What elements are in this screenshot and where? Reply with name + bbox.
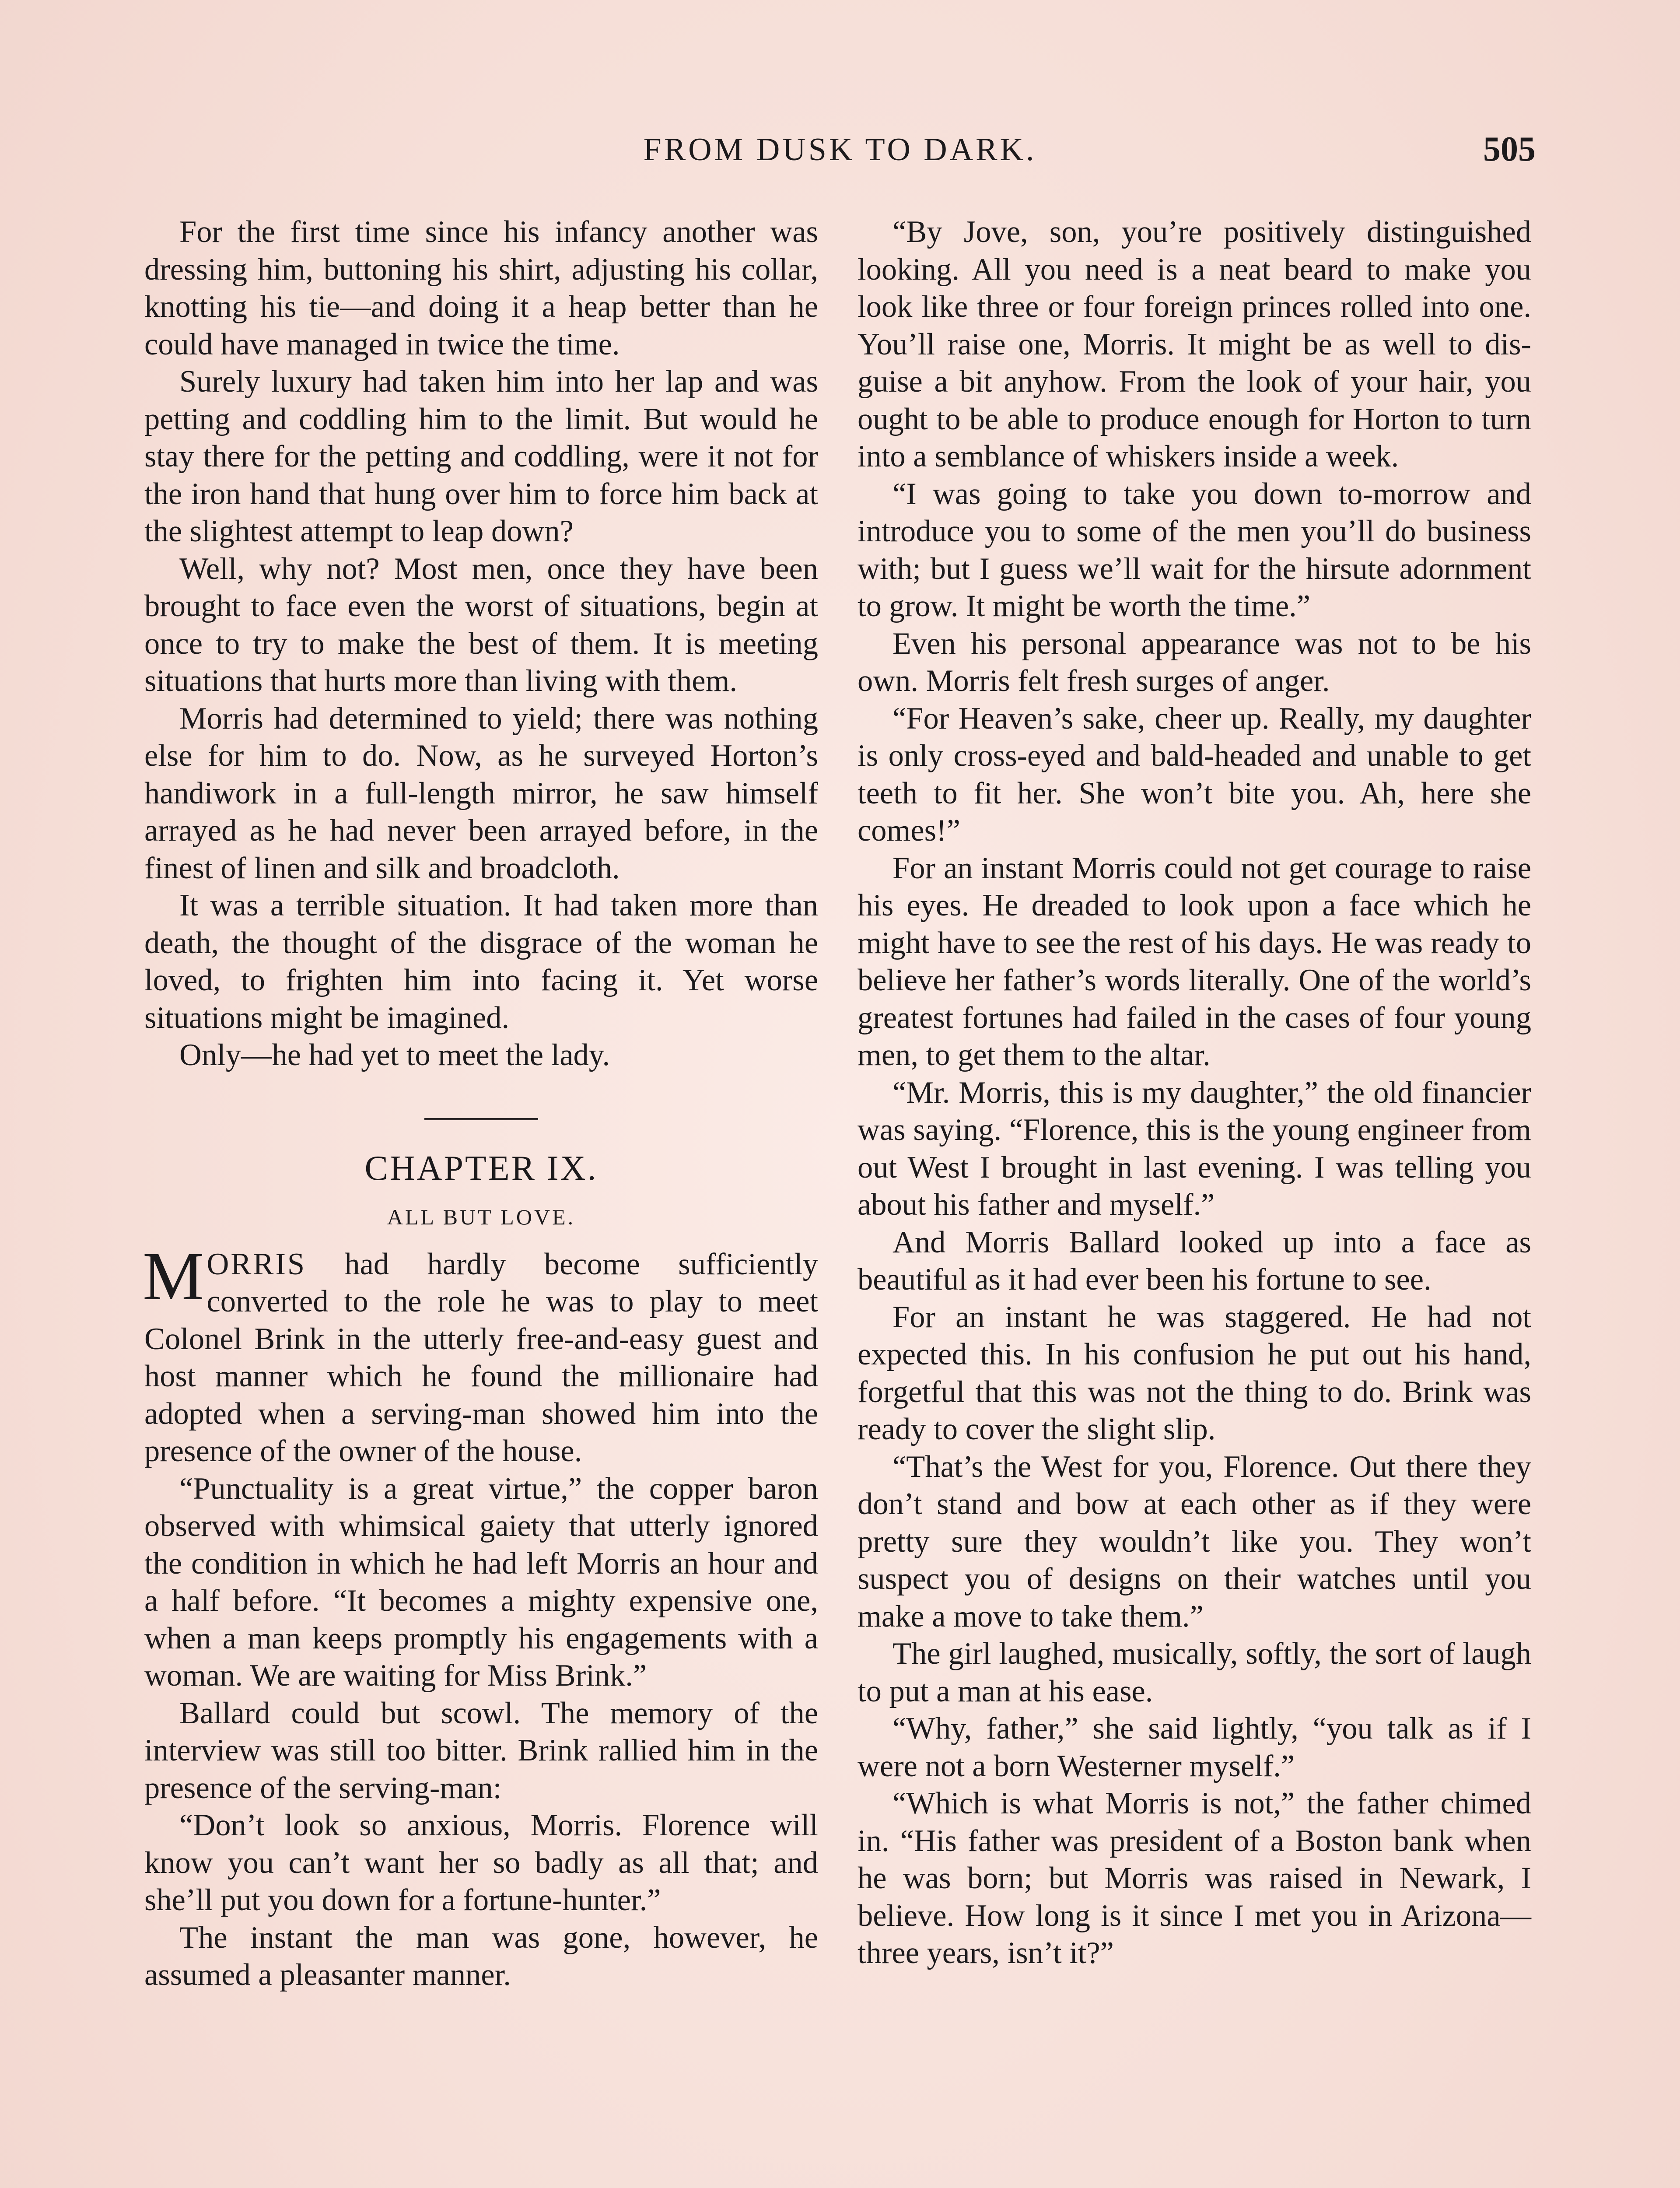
paragraph: And Morris Ballard looked up into a face as beautiful as it had ever been his fortune to see.: [858, 1225, 1531, 1297]
left-column: [144, 214, 818, 1994]
right-column: [858, 214, 1531, 1972]
paragraph: For an instant he was staggered. He had not expected this. In his confusion he put out his hand, forgetful that this was not the thing to do. Brink was ready to cover the slight slip.: [858, 1300, 1531, 1446]
paragraph: “By Jove, son, you’re positively distinguished looking. All you need is a neat beard to make you look like three or four foreign princes rolled into one. You’ll raise one, Morris. It might be as well to disguise a bit anyhow. From the look of your hair, you ought to be able to produce enough for Horton to turn into a semblance of whiskers inside a week.: [858, 215, 1531, 473]
section-divider: [424, 1118, 538, 1120]
opening-word-rest: ORRIS: [206, 1247, 307, 1281]
paragraph: Ballard could but scowl. The memory of the interview was still too bitter. Brink rallied him in the presence of the serving-man:: [144, 1696, 818, 1805]
paragraph: Well, why not? Most men, once they have been brought to face even the worst of situations, begin at once to try to make the best of them. It is meeting situations that hurts more than living with them.: [144, 551, 818, 698]
paragraph: “I was going to take you down to-morrow and introduce you to some of the men you’ll do business with; but I guess we’ll wait for the hirsute adornment to grow. It might be worth the time.”: [858, 477, 1531, 623]
page-number: 505: [1483, 130, 1536, 168]
opening-paragraph-text: had hardly become sufficiently converted to the role he was to play to meet Colonel Brink in the utterly free-and-easy guest and host manner which he found the millionaire had adopted when a serving-man showed him into the presence of the owner of the house.: [144, 1247, 818, 1468]
paragraph: Even his personal appearance was not to be his own. Morris felt fresh surges of anger.: [858, 626, 1531, 698]
paragraph: “Why, father,” she said lightly, “you talk as if I were not a born Westerner myself.”: [858, 1711, 1531, 1783]
paragraph: “Punctuality is a great virtue,” the copper baron observed with whimsical gaiety that utterly ignored the condition in which he had left Morris an hour and a half before. “It becomes a mighty expensive one, when a man keeps promptly his engagements with a woman. We are waiting for Miss Brink.”: [144, 1471, 818, 1693]
running-title: FROM DUSK TO DARK.: [643, 132, 1037, 168]
chapter-opening-paragraph: [143, 1238, 818, 1470]
chapter-title: CHAPTER IX.: [364, 1149, 598, 1188]
paragraph: “Don’t look so anxious, Morris. Florence will know you can’t want her so badly as all that; and she’ll put you down for a fortune-hunter.”: [144, 1808, 818, 1917]
chapter-subtitle: [144, 1199, 818, 1236]
paragraph: The girl laughed, musically, softly, the sort of laugh to put a man at his ease.: [858, 1637, 1531, 1708]
paragraph: Surely luxury had taken him into her lap and was petting and coddling him to the limit. But would he stay there for the petting and coddling, were it not for the iron hand that hung over him to force him back at the slightest attempt to leap down?: [144, 365, 818, 548]
paragraph: For the first time since his infancy another was dressing him, buttoning his shirt, adjusting his collar, knotting his tie—and doing it a heap better than he could have managed in twice the time.: [144, 215, 818, 361]
running-head: [144, 131, 1536, 184]
drop-cap: M: [143, 1238, 204, 1315]
paragraph: The instant the man was gone, however, he assumed a pleasanter manner.: [144, 1920, 818, 1992]
paragraph: It was a terrible situation. It had taken more than death, the thought of the disgrace of the woman he loved, to frighten him into facing it. Yet worse situations might be imagined.: [144, 888, 818, 1035]
paragraph: “Mr. Morris, this is my daughter,” the old financier was saying. “Florence, this is the young engineer from out West I brought in last evening. I was telling you about his father and myself.”: [858, 1075, 1531, 1222]
paragraph: “Which is what Morris is not,” the father chimed in. “His father was president of a Boston bank when he was born; but Morris was raised in Newark, I believe. How long is it since I met you in Arizona—three years, isn’t it?”: [858, 1786, 1531, 1970]
paragraph: “For Heaven’s sake, cheer up. Really, my daughter is only cross-eyed and bald-headed and unable to get teeth to fit her. She won’t bite you. Ah, here she comes!”: [858, 701, 1531, 848]
paragraph: Morris had determined to yield; there was nothing else for him to do. Now, as he surveyed Horton’s handiwork in a full-length mirror, he saw himself arrayed as he had never been arrayed before, in the finest of linen and silk and broadcloth.: [144, 701, 818, 885]
chapter-subtitle-text: ALL BUT LOVE.: [387, 1205, 576, 1229]
paragraph: For an instant Morris could not get courage to raise his eyes. He dreaded to look upon a face which he might have to see the rest of his days. He was ready to believe her father’s words literally. One of the world’s greatest fortunes had failed in the cases of four young men, to get them to the altar.: [858, 851, 1531, 1072]
paragraph: Only—he had yet to meet the lady.: [179, 1038, 610, 1072]
paragraph: “That’s the West for you, Florence. Out there they don’t stand and bow at each other as if they were pretty sure they wouldn’t like you. They won’t suspect you of designs on their watches until you make a move to take them.”: [858, 1449, 1531, 1634]
